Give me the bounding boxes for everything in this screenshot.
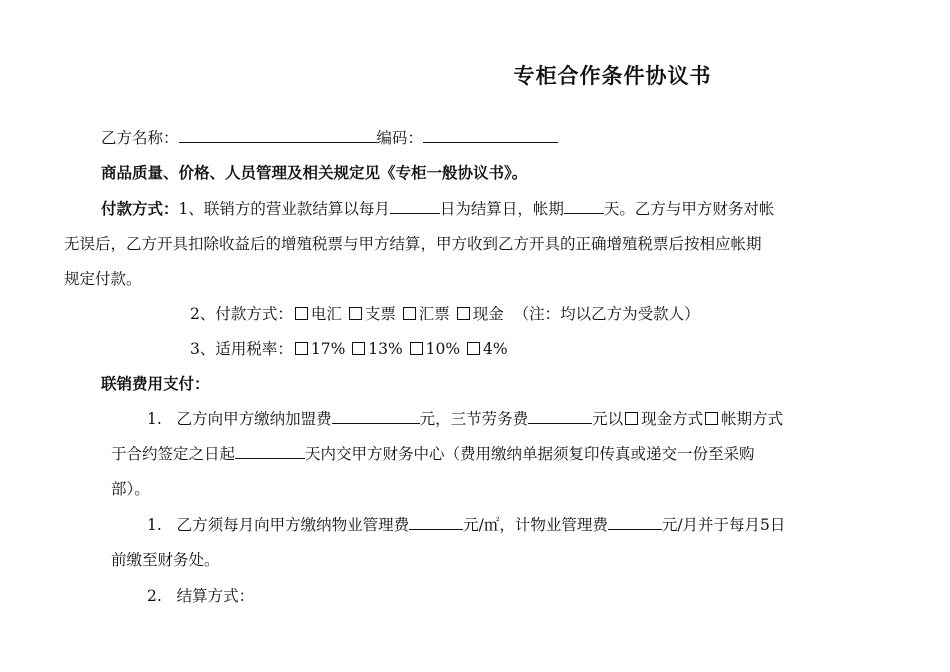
- fee-text: 天内交甲方财务中心（费用缴纳单据须复印传真或递交一份至采购: [305, 445, 755, 463]
- checkbox-tax-17[interactable]: [295, 342, 308, 355]
- settlement-day-field[interactable]: [390, 199, 440, 214]
- checkbox-check[interactable]: [349, 307, 362, 320]
- code-label: 编码：: [376, 129, 424, 147]
- fee1-line2: [111, 444, 755, 464]
- settlement-label: 结算方式：: [176, 587, 255, 605]
- property-fee-sqm-field[interactable]: [409, 515, 463, 530]
- option-label: 10%: [425, 340, 461, 358]
- payment-method-label: 2、付款方式：: [190, 305, 293, 323]
- party-b-label: 乙方名称：: [101, 129, 179, 147]
- tax-label: 3、适用税率：: [190, 340, 293, 358]
- fee-text: 元/月并于每月5日: [661, 516, 786, 534]
- fee-text: 于合约签定之日起: [111, 445, 236, 463]
- payment-method-row: [190, 304, 700, 324]
- code-field[interactable]: [423, 128, 558, 143]
- fee-text: 帐期方式: [721, 410, 784, 428]
- tax-rate-row: [190, 339, 508, 359]
- payment-text: 1、联销方的营业款结算以每月: [178, 200, 390, 218]
- franchise-fee-field[interactable]: [332, 409, 420, 424]
- fee1-line3: 部）。: [111, 480, 150, 498]
- payment-heading: 付款方式：: [101, 200, 179, 218]
- option-label: 现金: [472, 305, 504, 323]
- party-b-row: [101, 128, 558, 148]
- checkbox-term-method[interactable]: [705, 412, 718, 425]
- checkbox-tax-13[interactable]: [352, 342, 365, 355]
- payment-note: （注：均以乙方为受款人）: [513, 305, 700, 323]
- payment-text: 天。乙方与甲方财务对帐: [603, 200, 775, 218]
- checkbox-wire[interactable]: [295, 307, 308, 320]
- party-b-name-field[interactable]: [179, 128, 377, 143]
- fee2-line1: [147, 515, 785, 535]
- option-label: 17%: [310, 340, 346, 358]
- document-title: 专柜合作条件协议书: [513, 64, 712, 88]
- payment-text: 日为结算日，帐期: [439, 200, 564, 218]
- payment-paragraph-line1: [101, 199, 774, 219]
- option-label: 汇票: [418, 305, 450, 323]
- option-label: 4%: [483, 340, 508, 358]
- option-label: 13%: [368, 340, 403, 358]
- fee-text: 元，三节劳务费: [419, 410, 529, 428]
- checkbox-cash[interactable]: [457, 307, 470, 320]
- list-number: 2.: [147, 587, 162, 605]
- payment-term-field[interactable]: [564, 199, 604, 214]
- checkbox-tax-4[interactable]: [467, 342, 480, 355]
- fee-heading: 联销费用支付：: [101, 375, 210, 393]
- payment-paragraph-line2: 无误后，乙方开具扣除收益后的增殖税票与甲方结算，甲方收到乙方开具的正确增殖税票后按相应帐期: [64, 235, 762, 253]
- property-fee-month-field[interactable]: [608, 515, 662, 530]
- fee-text: 乙方向甲方缴纳加盟费: [176, 410, 332, 428]
- settlement-row: [147, 586, 254, 606]
- fee1-line1: [147, 409, 783, 429]
- list-number: 1.: [147, 516, 162, 534]
- fee-text: 元以: [592, 410, 624, 428]
- checkbox-cash-method[interactable]: [625, 412, 638, 425]
- checkbox-draft[interactable]: [403, 307, 416, 320]
- fee-text: 元/㎡，计物业管理费: [463, 516, 608, 534]
- days-field[interactable]: [235, 444, 305, 459]
- list-number: 1.: [147, 410, 162, 428]
- fee-text: 现金方式: [641, 410, 704, 428]
- holiday-fee-field[interactable]: [528, 409, 592, 424]
- quality-note: 商品质量、价格、人员管理及相关规定见《专柜一般协议书》。: [101, 164, 528, 182]
- fee2-line2: 前缴至财务处。: [111, 551, 220, 569]
- fee-text: 乙方须每月向甲方缴纳物业管理费: [176, 516, 410, 534]
- option-label: 支票: [364, 305, 396, 323]
- checkbox-tax-10[interactable]: [410, 342, 423, 355]
- option-label: 电汇: [310, 305, 342, 323]
- payment-paragraph-line3: 规定付款。: [64, 270, 142, 288]
